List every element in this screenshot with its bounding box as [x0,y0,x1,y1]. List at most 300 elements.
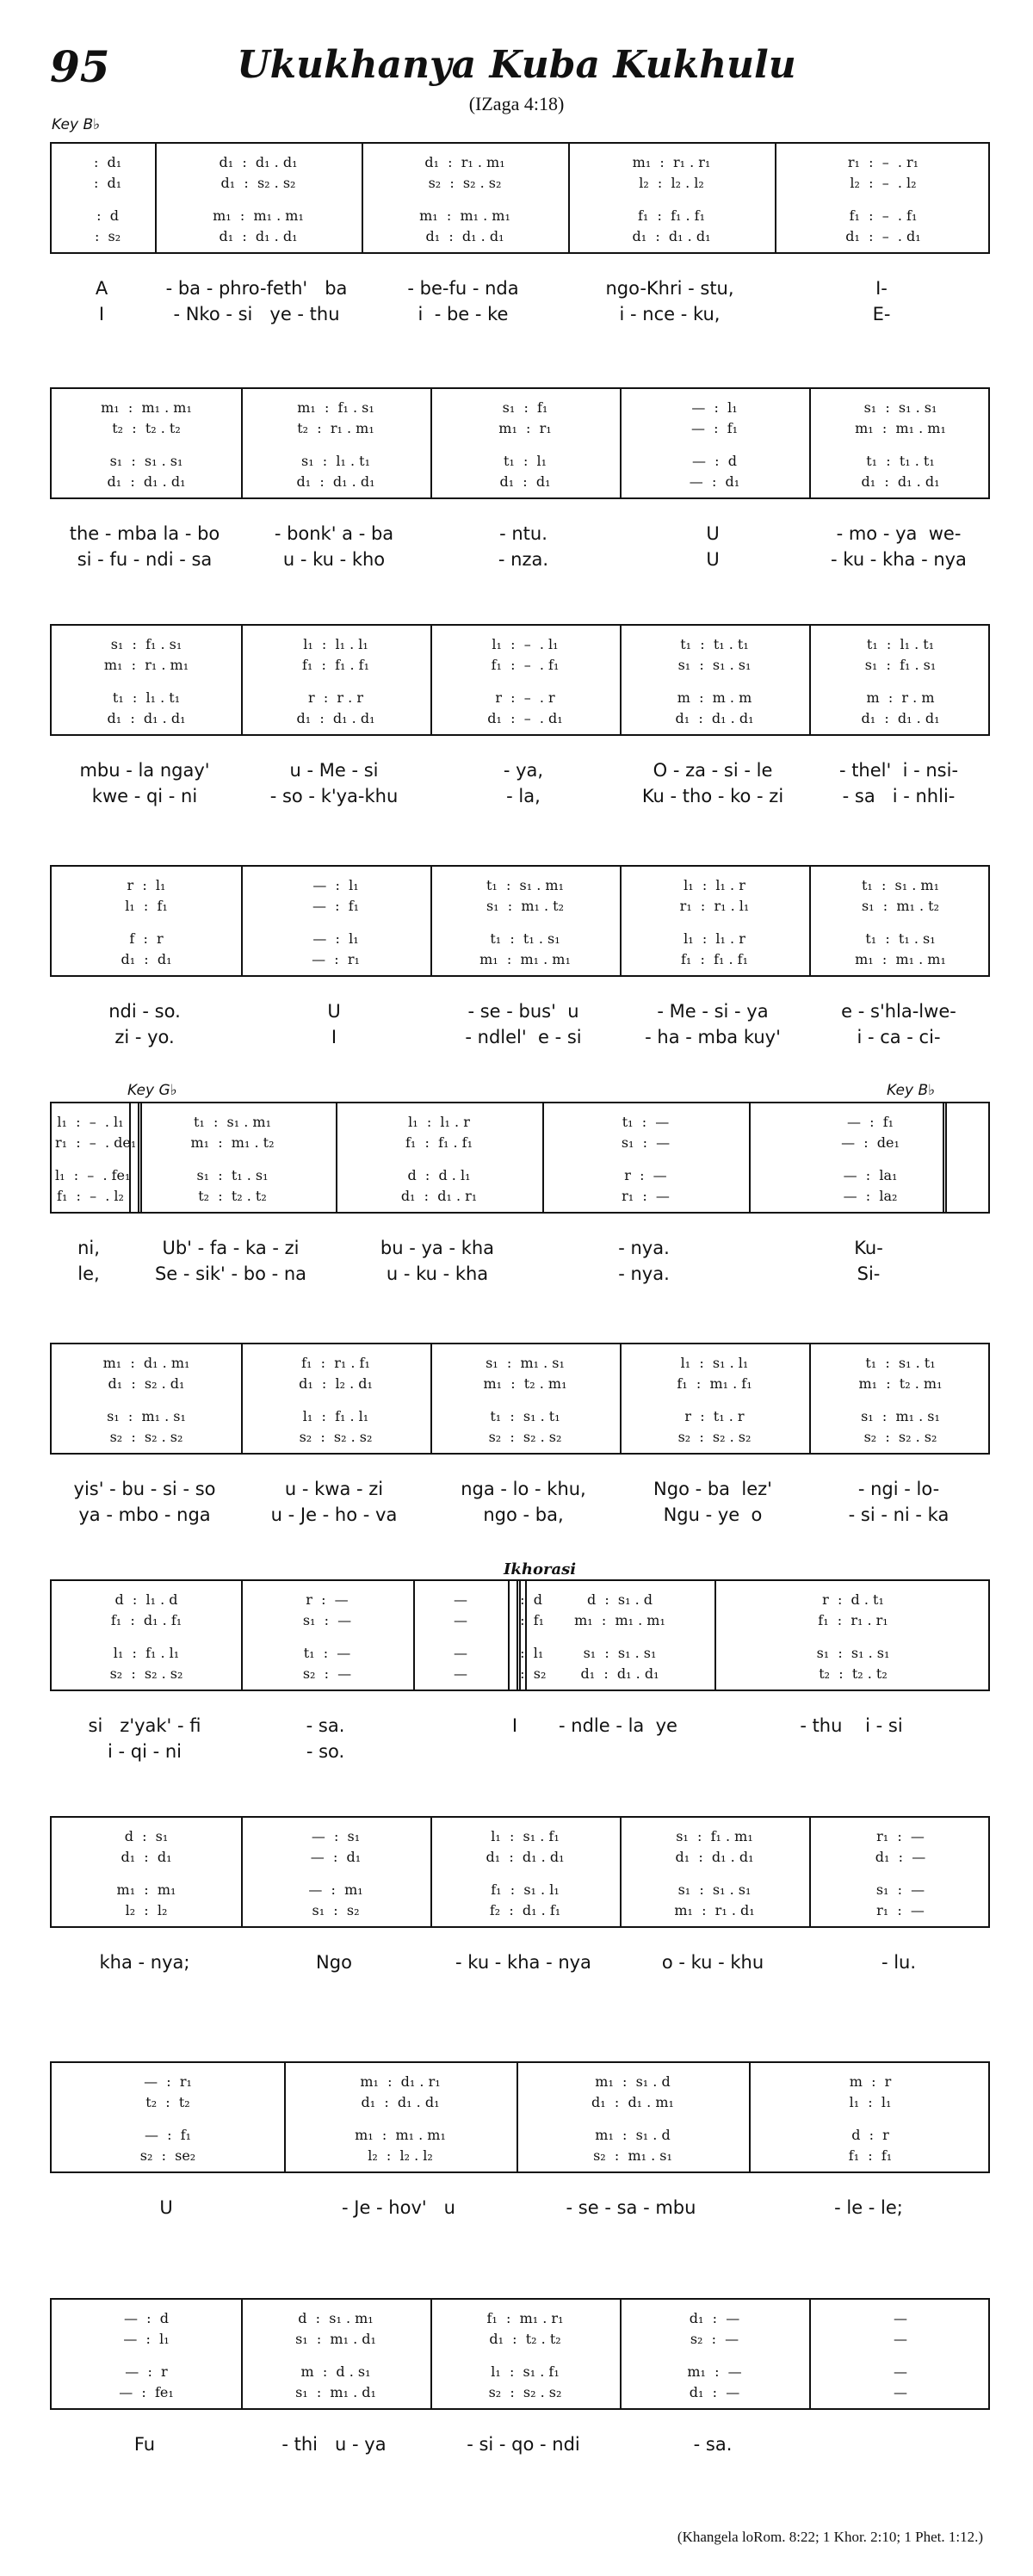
voice-row [52,1902,992,1921]
lyric-syllables: ni, [77,1238,100,1258]
note-cell: — [454,1591,467,1608]
voice-row [52,1645,992,1664]
lyric-syllables: zi - yo. [114,1027,175,1047]
lyric-syllables: ngo-Khri - stu, [605,278,734,299]
note-cell: d₁ : d₁ . d₁ [107,710,186,726]
lyric-syllables: the - mba la - bo [69,523,220,544]
lyric-syllables: kha - nya; [99,1952,190,1973]
note-cell: — : m₁ [308,1881,363,1898]
note-cell: m₁ : t₂ . m₁ [858,1375,943,1392]
note-cell: m₁ : r₁ . m₁ [103,657,189,673]
voice-row [52,930,992,949]
lyric-syllables: Se - sik' - bo - na [154,1263,307,1284]
note-cell: : d₁ [84,175,122,191]
lyric-syllables: e - s'hla-lwe- [841,1001,956,1022]
lyric-syllables [618,2460,807,2484]
note-cell: m₁ : m₁ . m₁ [855,951,946,967]
voice-row [52,1188,992,1207]
lyrics-line [50,786,990,810]
lyric-syllables [807,2460,990,2484]
music-system [50,387,990,594]
note-cell: l₁ : s₁ . f₁ [491,2363,560,2380]
voice-row [52,657,992,676]
lyric-syllables [747,2223,990,2247]
lyric-syllables [429,2460,618,2484]
note-cell: t₁ : — [303,1645,351,1661]
music-system [50,142,990,349]
lyric-syllables: Ngo [316,1952,352,1973]
note-cell: : f₁ [511,1612,545,1628]
note-cell: t₁ : l₁ . t₁ [112,689,181,706]
lyric-syllables: u - Je - ho - va [270,1504,398,1525]
note-cell: m₁ : d₁ . r₁ [360,2073,441,2090]
lyric-syllables: - ndle - la ye [559,1715,677,1736]
lyric-syllables: - sa. [693,2434,733,2455]
voice-row [52,154,992,173]
note-cell: f₁ : r₁ . f₁ [301,1355,370,1371]
lyric-syllables: mbu - la ngay' [79,760,210,781]
voice-row [52,1167,992,1186]
note-cell: l₁ : l₁ . r [408,1114,470,1130]
note-cell: d₁ : r₁ . m₁ [424,154,505,170]
note-cell: — : r [125,2363,168,2380]
staff-box [50,1102,990,1214]
note-cell: s₁ : t₁ . s₁ [196,1167,269,1183]
note-cell: — [894,2331,907,2347]
note-cell: s₂ : s₂ . s₂ [863,1429,937,1445]
note-cell: m₁ : r₁ [498,420,552,436]
lyric-syllables: i - qi - ni [108,1741,182,1762]
note-cell: l₁ : l₁ . r [684,877,745,893]
note-cell: s₂ : s₂ . s₂ [109,1429,183,1445]
note-cell: s₁ : m₁ . d₁ [295,2384,376,2400]
note-cell: t₁ : s₁ . m₁ [193,1114,272,1130]
note-cell: t₁ : t₁ . t₁ [680,636,749,652]
note-cell: l₁ : f₁ [125,898,168,914]
note-cell: d : d . l₁ [407,1167,471,1183]
note-cell: f₁ : f₁ . f₁ [681,951,748,967]
note-cell: f₁ : – . f₁ [849,207,918,224]
note-cell: t₂ : t₂ . t₂ [819,1665,888,1682]
note-cell: — : fe₁ [119,2384,174,2400]
note-cell: f₁ : d₁ . f₁ [110,1612,182,1628]
music-system [50,2061,990,2268]
lyric-syllables: yis' - bu - si - so [73,1479,216,1499]
note-cell: m₁ : m₁ . t₂ [190,1134,275,1151]
lyric-syllables: - ba - phro-feth' ba [165,278,348,299]
lyrics-line [50,523,990,547]
lyric-syllables: si - fu - ndi - sa [77,549,213,570]
note-cell: s₁ : — [875,1881,925,1898]
lyric-syllables: - be-fu - nda [407,278,519,299]
staff-box [50,865,990,977]
lyrics-line [50,2434,990,2458]
lyric-syllables [239,1978,429,2002]
voice-row [52,2363,992,2382]
note-cell: m₁ : m₁ [116,1881,176,1898]
lyrics-line [50,1027,990,1051]
lyric-syllables: - le - le; [834,2197,903,2218]
note-cell: : d₁ [84,154,122,170]
note-cell: f₁ : – . l₂ [57,1188,124,1204]
lyrics-line [50,1263,990,1288]
note-cell: l₁ : f₁ . l₁ [302,1408,369,1424]
lyric-syllables: si z'yak' - fi [88,1715,201,1736]
note-cell: s₁ : f₁ . m₁ [676,1828,753,1844]
note-cell: m₁ : m₁ . m₁ [574,1612,665,1628]
lyric-syllables [50,1978,239,2002]
note-cell: s₁ : s₁ . s₁ [677,657,752,673]
note-cell: t₁ : t₁ . s₁ [865,930,936,947]
note-cell: — : la₂ [843,1188,898,1204]
note-cell: f₁ : m₁ . r₁ [486,2310,564,2326]
lyric-syllables: Ku - tho - ko - zi [641,786,784,806]
voice-row [52,1408,992,1427]
voice-row [52,1375,992,1394]
lyrics-line [50,760,990,784]
note-cell: s₂ : s₂ . s₂ [677,1429,752,1445]
note-cell: l₂ : l₂ . l₂ [368,2147,433,2164]
voice-row [52,1881,992,1900]
note-cell: t₁ : s₁ . t₁ [865,1355,936,1371]
note-cell: s₁ : f₁ . s₁ [110,636,182,652]
voice-row [52,2073,992,2092]
note-cell: d₁ : — [689,2384,740,2400]
note-cell: — [894,2310,907,2326]
lyric-syllables [411,1741,506,1765]
note-cell: m₁ : m₁ . m₁ [355,2127,446,2143]
lyric-syllables: I [98,304,105,324]
note-cell: s₁ : s₁ . s₁ [816,1645,890,1661]
note-cell: : d [88,207,119,224]
note-cell: s₁ : m₁ . t₂ [486,898,565,914]
note-cell: l₁ : s₁ . l₁ [680,1355,749,1371]
note-cell: r₁ : – . r₁ [847,154,919,170]
note-cell: d₁ : l₂ . d₁ [299,1375,373,1392]
note-cell: d : s₁ [124,1828,169,1844]
note-cell: s₁ : m₁ . s₁ [486,1355,565,1371]
note-cell: r : — [306,1591,349,1608]
music-system [50,1579,990,1786]
note-cell: s₁ : s₁ . s₁ [583,1645,657,1661]
voice-row [52,228,992,247]
note-cell: — : l₁ [123,2331,170,2347]
note-cell: s₁ : m₁ . t₂ [861,898,940,914]
voice-row [52,1134,992,1153]
note-cell: s₂ : s₂ . s₂ [299,1429,373,1445]
lyric-syllables: I- [875,278,888,299]
note-cell: s₁ : l₁ . t₁ [301,453,370,469]
lyrics-line [50,2460,990,2484]
note-cell: — : f₁ [312,898,360,914]
lyric-syllables: Ngu - ye o [663,1504,763,1525]
voice-row [52,2310,992,2329]
voice-row [52,1429,992,1448]
note-cell: d₁ : d₁ [121,1849,172,1865]
lyric-syllables: - lu. [881,1952,917,1973]
lyric-syllables [713,1741,990,1765]
note-cell: r₁ : — [622,1188,670,1204]
lyric-syllables: - so. [306,1741,345,1762]
scripture-reference: (IZaga 4:18) [468,93,565,114]
note-cell: — : f₁ [144,2127,192,2143]
note-cell: d : r [851,2127,889,2143]
note-cell: t₁ : s₁ . m₁ [486,877,565,893]
lyrics-line [50,304,990,328]
lyric-syllables: - Me - si - ya [657,1001,769,1022]
note-cell: r₁ : – . de₁ [55,1134,137,1151]
voice-row [52,710,992,729]
note-cell: d₁ : d₁ . d₁ [219,154,298,170]
note-cell: s₂ : — [302,1665,352,1682]
lyrics-line [50,2223,990,2247]
note-cell: t₁ : s₁ . m₁ [861,877,940,893]
note-cell: s₁ : — [621,1134,671,1151]
voice-row [52,399,992,418]
lyrics-line [50,2197,990,2221]
lyric-syllables: nga - lo - khu, [461,1479,586,1499]
lyric-syllables: u - Me - si [289,760,379,781]
voice-row [52,473,992,492]
note-cell: m₁ : d₁ . m₁ [102,1355,190,1371]
lyric-syllables: - la, [506,786,541,806]
note-cell: d₁ : – . d₁ [845,228,921,244]
lyric-syllables [515,2223,747,2247]
note-cell: t₁ : t₁ . s₁ [490,930,560,947]
note-cell: d₁ : — [875,1849,926,1865]
note-cell: t₁ : s₁ . t₁ [490,1408,560,1424]
note-cell: l₂ : – . l₂ [850,175,917,191]
note-cell: — : d₁ [689,473,740,490]
note-cell: d₁ : d₁ . d₁ [861,473,940,490]
note-cell: s₂ : s₂ . s₂ [488,2384,562,2400]
voice-row [52,1828,992,1847]
lyric-syllables: - Nko - si ye - thu [173,304,340,324]
note-cell: s₁ : m₁ . s₁ [861,1408,940,1424]
song-title: Ukukhanya Kuba Kukhulu [237,43,796,87]
voice-row [52,636,992,655]
voice-row [52,2127,992,2146]
lyric-syllables: ndi - so. [108,1001,181,1022]
lyric-syllables: A [95,278,108,299]
note-cell: m : m . m [677,689,752,706]
note-cell: m₁ : t₂ . m₁ [483,1375,567,1392]
note-cell: — [454,1645,467,1661]
lyric-syllables: - mo - ya we- [836,523,962,544]
note-cell: s₂ : m₁ . s₁ [593,2147,672,2164]
note-cell: m₁ : m₁ . m₁ [213,207,304,224]
lyrics-line [50,549,990,573]
lyric-syllables: - sa i - nhli- [842,786,956,806]
lyric-syllables: U [706,523,720,544]
note-cell: l₁ : f₁ . l₁ [113,1645,180,1661]
note-cell: d₁ : t₂ . t₂ [489,2331,561,2347]
note-cell: — : f₁ [846,1114,894,1130]
lyrics-line [50,1978,990,2002]
lyrics-line [50,1504,990,1529]
lyric-syllables: i - ca - ci- [857,1027,941,1047]
music-system [50,865,990,1072]
note-cell: d₁ : d₁ [499,473,551,490]
key-signature-return: Key B♭ [887,1082,936,1099]
music-system [50,1816,990,2023]
lyric-syllables [429,1978,618,2002]
note-cell: d₁ : d₁ . d₁ [675,1849,754,1865]
lyric-syllables: u - ku - kha [386,1263,489,1284]
key-signature-change: Key G♭ [127,1082,177,1099]
note-cell: f₁ : r₁ . r₁ [818,1612,888,1628]
note-cell: m₁ : f₁ . s₁ [297,399,374,416]
lyrics-line [50,1715,990,1739]
note-cell: r : l₁ [127,877,166,893]
note-cell: l₁ : l₁ . l₁ [303,636,368,652]
voice-row [52,1849,992,1868]
note-cell: — : r₁ [312,951,360,967]
note-cell: — : r₁ [144,2073,192,2090]
note-cell: f₁ : s₁ . l₁ [491,1881,560,1898]
voice-row [52,2147,992,2166]
note-cell: t₂ : r₁ . m₁ [297,420,374,436]
note-cell: t₁ : — [622,1114,670,1130]
note-cell: d₁ : d₁ . m₁ [591,2094,674,2110]
note-cell: — : f₁ [690,420,739,436]
note-cell: t₁ : l₁ . t₁ [866,636,935,652]
lyric-syllables: u - kwa - zi [284,1479,384,1499]
lyric-syllables: i - nce - ku, [619,304,721,324]
note-cell: t₁ : t₁ . t₁ [866,453,935,469]
staff-box [50,1579,990,1691]
lyric-syllables [50,2223,282,2247]
note-cell: d₁ : d₁ . d₁ [580,1665,659,1682]
lyric-syllables: - si - qo - ndi [467,2434,580,2455]
note-cell: m : r . m [866,689,935,706]
page-header [0,0,1033,129]
note-cell: m : r [849,2073,892,2090]
note-cell: d₁ : d₁ . d₁ [861,710,940,726]
lyric-syllables: I [511,1715,518,1736]
lyric-syllables: - thel' i - nsi- [838,760,959,781]
lyric-syllables: ngo - ba, [483,1504,564,1525]
lyric-syllables: - thu i - si [800,1715,903,1736]
note-cell: s₁ : m₁ . d₁ [295,2331,376,2347]
note-cell: l₁ : – . fe₁ [55,1167,131,1183]
lyrics-line [50,1741,990,1765]
note-cell: d₁ : s₂ . d₁ [108,1375,185,1392]
note-cell: l₁ : l₁ [849,2094,892,2110]
note-cell: s₁ : f₁ [502,399,548,416]
note-cell: l₁ : – . l₁ [492,636,559,652]
lyric-syllables: - ha - mba kuy' [645,1027,781,1047]
lyric-syllables: O - za - si - le [653,760,773,781]
note-cell: t₂ : t₂ [145,2094,190,2110]
music-system [50,624,990,831]
voice-row [52,951,992,970]
note-cell: f₁ : f₁ . f₁ [405,1134,473,1151]
note-cell: f₁ : – . f₁ [491,657,560,673]
voice-row [52,420,992,439]
key-signature-start: Key B♭ [52,116,101,133]
note-cell: s₂ : s₂ . s₂ [428,175,502,191]
note-cell: l₁ : – . l₁ [57,1114,124,1130]
lyric-syllables: - nya. [618,1238,670,1258]
note-cell: d₁ : d₁ . d₁ [632,228,711,244]
lyric-syllables: Ku- [854,1238,883,1258]
note-cell: l₂ : l₂ [125,1902,168,1918]
lyric-syllables: - si - ni - ka [848,1504,949,1525]
note-cell: r : — [624,1167,667,1183]
note-cell: r₁ : — [876,1902,925,1918]
lyric-syllables: ya - mbo - nga [78,1504,211,1525]
note-cell: s₂ : — [690,2331,739,2347]
note-cell: : s₂ [85,228,121,244]
note-cell: s₂ : se₂ [139,2147,196,2164]
note-cell: — [894,2384,907,2400]
voice-row [52,1665,992,1684]
lyric-syllables: o - ku - khu [661,1952,764,1973]
note-cell: f₂ : d₁ . f₁ [489,1902,561,1918]
note-cell: t₂ : t₂ . t₂ [112,420,181,436]
lyric-syllables [807,1978,990,2002]
note-cell: m₁ : m₁ . m₁ [419,207,510,224]
lyric-syllables: - se - sa - mbu [566,2197,696,2218]
lyric-syllables: - nza. [498,549,549,570]
lyrics-line [50,278,990,302]
note-cell: d₁ : d₁ . r₁ [400,1188,478,1204]
note-cell: d₁ : d₁ . d₁ [361,2094,440,2110]
lyric-syllables: u - ku - kho [282,549,386,570]
note-cell: d₁ : d₁ . d₁ [296,473,375,490]
lyric-syllables [523,1741,713,1765]
note-cell: — : d₁ [310,1849,362,1865]
staff-box [50,1816,990,1928]
voice-row [52,1612,992,1631]
voice-row [52,453,992,472]
lyrics-line [50,1952,990,1976]
note-cell: m₁ : m₁ . m₁ [855,420,946,436]
lyric-syllables: - bonk' a - ba [274,523,394,544]
voice-row [52,207,992,226]
note-cell: s₁ : m₁ . s₁ [107,1408,186,1424]
staff-box [50,624,990,736]
lyric-syllables [618,1978,807,2002]
note-cell: — : d [124,2310,169,2326]
lyric-syllables: Ngo - ba lez' [653,1479,772,1499]
lyric-syllables: - ngi - lo- [857,1479,940,1499]
lyric-syllables: U [327,1001,341,1022]
note-cell: — : s₁ [311,1828,361,1844]
voice-row [52,175,992,194]
lyric-syllables: - Je - hov' u [342,2197,455,2218]
note-cell: m : d . s₁ [300,2363,371,2380]
lyric-syllables: - ntu. [499,523,547,544]
music-system [50,1102,990,1308]
note-cell: — : l₁ [312,930,359,947]
note-cell: l₂ : l₂ . l₂ [639,175,704,191]
note-cell: m₁ : m₁ . m₁ [479,951,571,967]
note-cell: : s₂ [511,1665,547,1682]
note-cell: d₁ : s₂ . s₂ [220,175,296,191]
voice-row [52,2094,992,2113]
voice-row [52,2384,992,2403]
note-cell: d₁ : d₁ . d₁ [486,1849,565,1865]
note-cell: d₁ : d₁ . d₁ [675,710,754,726]
lyric-syllables: le, [77,1263,100,1284]
note-cell: m₁ : — [687,2363,742,2380]
voice-row [52,689,992,708]
note-cell: r₁ : r₁ . l₁ [679,898,750,914]
lyric-syllables: kwe - qi - ni [91,786,198,806]
note-cell: r : r . r [308,689,363,706]
